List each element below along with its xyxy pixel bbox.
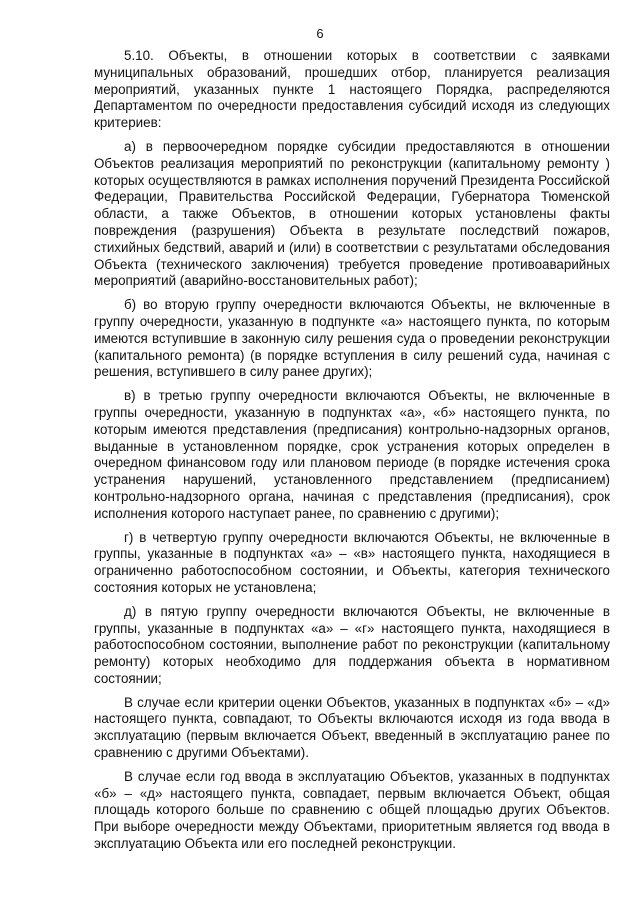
paragraph-item-d: д) в пятую группу очередности включаются Объекты, не включенные в группы, указанные в подпунктах «а» – «г» настоящего пункта, находящиеся в работоспособном состоянии, выполнение работ по реконструкции (капитальному ремонту) которых необходимо для поддержания объекта в нормативном состоянии; <box>94 603 610 686</box>
paragraph-item-g: г) в четвертую группу очередности включаются Объекты, не включенные в группы, указанные в подпунктах «а» – «в» настоящего пункта, находящиеся в ограниченно работоспособном состоянии, и Объекты, категория технического состояния которых не установлена; <box>94 529 610 595</box>
paragraph-item-v: в) в третью группу очередности включаются Объекты, не включенные в группы очередности, указанную в подпунктах «а», «б» настоящего пункта, по которым имеются представления (предписания) контрольно-надзорных органов, выданные в установленном порядке, срок устранения которых определен в очередном финансовом году или плановом периоде (в порядке истечения срока устранения нарушений, установленного представлением (предписанием) контрольно-надзорного органа, начиная с представления (предписания), срок исполнения которого наступает ранее, по сравнению с другими); <box>94 388 610 521</box>
paragraph-year-rule: В случае если критерии оценки Объектов, указанных в подпунктах «б» – «д» настоящего пункта, совпадают, то Объекты включаются исходя из года ввода в эксплуатацию (первым включается Объект, введенный в эксплуатацию ранее по сравнению с другими Объектами). <box>94 694 610 761</box>
page-number: 6 <box>316 26 324 41</box>
paragraph-item-a: а) в первоочередном порядке субсидии предоставляются в отношении Объектов реализация мероприятий по реконструкции (капитальному ремонту ) которых осуществляются в рамках исполнения поручений Президента Российской Федерации, Правительства Российской Федерации, Губернатора Тюменской области, а также Объектов, в отношении которых установлены факты повреждения (разрушения) Объекта в результате последствий пожаров, стихийных бедствий, аварий и (или) в соответствии с результатами обследования Объекта (технического заключения) требуется проведение противоаварийных мероприятий (аварийно-восстановительных работ); <box>94 138 610 289</box>
paragraph-5-10: 5.10. Объекты, в отношении которых в соответствии с заявками муниципальных образований, прошедших отбор, планируется реализация мероприятий, указанных пункте 1 настоящего Порядка, распределяются Департаментом по очередности предоставления субсидий исходя из следующих критериев: <box>94 48 610 131</box>
document-body <box>94 48 610 860</box>
paragraph-area-rule: В случае если год ввода в эксплуатацию Объектов, указанных в подпунктах «б» – «д» настоящего пункта, совпадает, первым включается Объект, общая площадь которого больше по сравнению с общей площадью других Объектов. При выборе очередности между Объектами, приоритетным является год ввода в эксплуатацию Объекта или его последней реконструкции. <box>94 768 610 852</box>
paragraph-item-b: б) во вторую группу очередности включаются Объекты, не включенные в группу очередности, указанную в подпункте «а» настоящего пункта, по которым имеются вступившие в законную силу решения суда о проведении реконструкции (капитального ремонта) (в порядке вступления в силу решений суда, начиная с решения, вступившего в силу ранее других); <box>94 297 610 380</box>
